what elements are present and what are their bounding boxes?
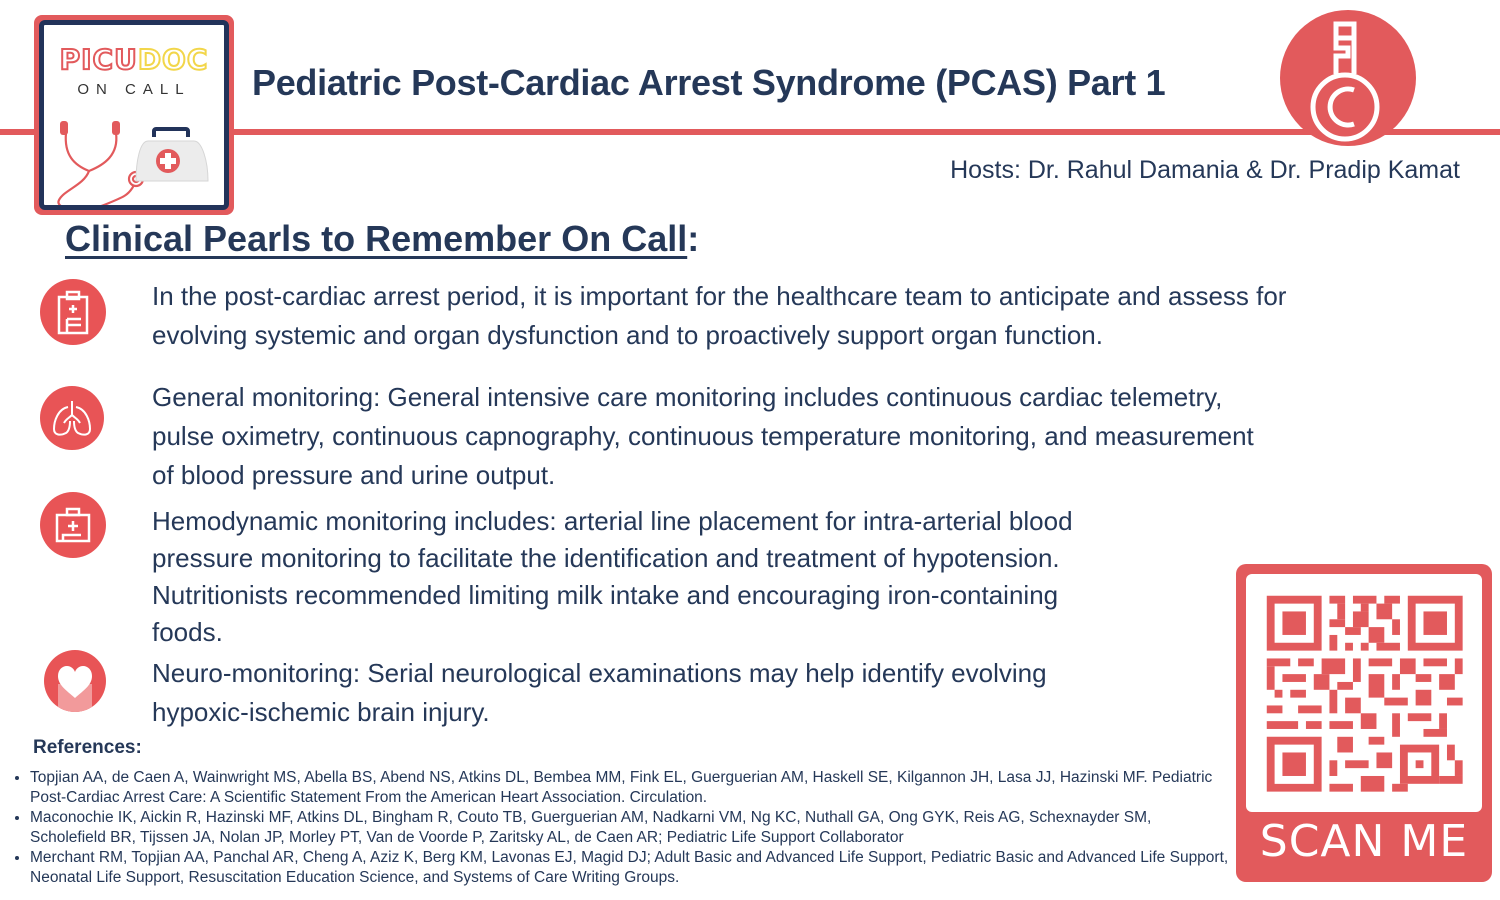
pearl-1: [152, 277, 1286, 355]
logo-brand: [44, 43, 224, 76]
references-list: [10, 768, 1230, 888]
logo-brand-part1: PICU: [59, 43, 138, 76]
pearl-2: [152, 378, 1254, 495]
section-heading-text: Clinical Pearls to Remember On Call: [65, 218, 688, 259]
heart-icon: [44, 650, 106, 712]
pearl-line: In the post-cardiac arrest period, it is important for the healthcare team to anticipate and assess for: [152, 281, 1287, 311]
pearl-line: foods.: [152, 617, 223, 647]
qr-code[interactable]: [1246, 574, 1482, 812]
page-title: Pediatric Post-Cardiac Arrest Syndrome (PCAS) Part 1: [252, 62, 1166, 103]
clipboard-icon-badge: [40, 279, 106, 345]
pearl-line: Hemodynamic monitoring includes: arterial line placement for intra-arterial blood: [152, 506, 1073, 536]
logo-brand-part2: DOC: [137, 43, 209, 76]
medical-kit-icon: [53, 506, 93, 544]
pearl-4: [152, 654, 1047, 732]
references-title: References:: [33, 737, 142, 758]
key-icon: [1280, 10, 1416, 146]
logo-frame: [39, 20, 229, 210]
podcast-logo: [34, 15, 234, 215]
medical-kit-icon-badge: [40, 492, 106, 558]
reference-item: • Merchant RM, Topjian AA, Panchal AR, Cheng A, Aziz K, Berg KM, Lavonas EJ, Magid DJ; Adult Basic and Advanced Life Support, Pediatric Basic and Advanced Life Support, Neonatal Life Support, Resuscitation Education Science, and Systems of Care Writing Groups.: [30, 848, 1230, 888]
section-heading-colon: :: [687, 218, 700, 259]
pearl-line: General monitoring: General intensive care monitoring includes continuous cardiac telemetry,: [152, 382, 1223, 412]
lungs-icon-badge: [40, 386, 104, 450]
pearl-line: pressure monitoring to facilitate the identification and treatment of hypotension.: [152, 543, 1060, 573]
clipboard-icon: [53, 289, 93, 335]
qr-code-icon: [1246, 574, 1482, 812]
reference-item: • Maconochie IK, Aickin R, Hazinski MF, Atkins DL, Bingham R, Couto TB, Guerguerian AM, Nadkarni VM, Ng KC, Nuthall GA, Ong GYK, Reis AG, Schexnayder SM, Scholefield BR, Tijssen JA, Nolan JP, Morley PT, Van de Voorde P, Zaritsky AL, de Caen AR; Pediatric Life Support Collaborator: [30, 808, 1230, 848]
logo-subtitle: ON CALL: [77, 81, 191, 98]
reference-item: • Topjian AA, de Caen A, Wainwright MS, Abella BS, Abend NS, Atkins DL, Bembea MM, Fink EL, Guerguerian AM, Haskell SE, Kilgannon JH, Lasa JJ, Hazinski MF. Pediatric Post-Cardiac Arrest Care: A Scientific Statement From the American Heart Association. Circulation.: [30, 768, 1230, 808]
pearl-line: pulse oximetry, continuous capnography, continuous temperature monitoring, and measurement: [152, 421, 1254, 451]
hosts-line: Hosts: Dr. Rahul Damania & Dr. Pradip Kamat: [950, 156, 1460, 184]
pearl-line: Nutritionists recommended limiting milk intake and encouraging iron-containing: [152, 580, 1059, 610]
pearl-line: evolving systemic and organ dysfunction and to proactively support organ function.: [152, 320, 1103, 350]
pearl-line: of blood pressure and urine output.: [152, 460, 556, 490]
pearl-line: hypoxic-ischemic brain injury.: [152, 697, 490, 727]
heart-icon-badge: [44, 650, 106, 712]
pearl-line: Neuro-monitoring: Serial neurological examinations may help identify evolving: [152, 658, 1047, 688]
key-badge: [1280, 10, 1416, 146]
stethoscope-bag-icon: [44, 105, 229, 210]
scan-me-label: SCAN ME: [1259, 816, 1469, 867]
section-heading: [65, 218, 699, 260]
qr-code-card[interactable]: [1236, 564, 1492, 882]
pearl-3: [152, 503, 1073, 651]
lungs-icon: [52, 399, 92, 437]
